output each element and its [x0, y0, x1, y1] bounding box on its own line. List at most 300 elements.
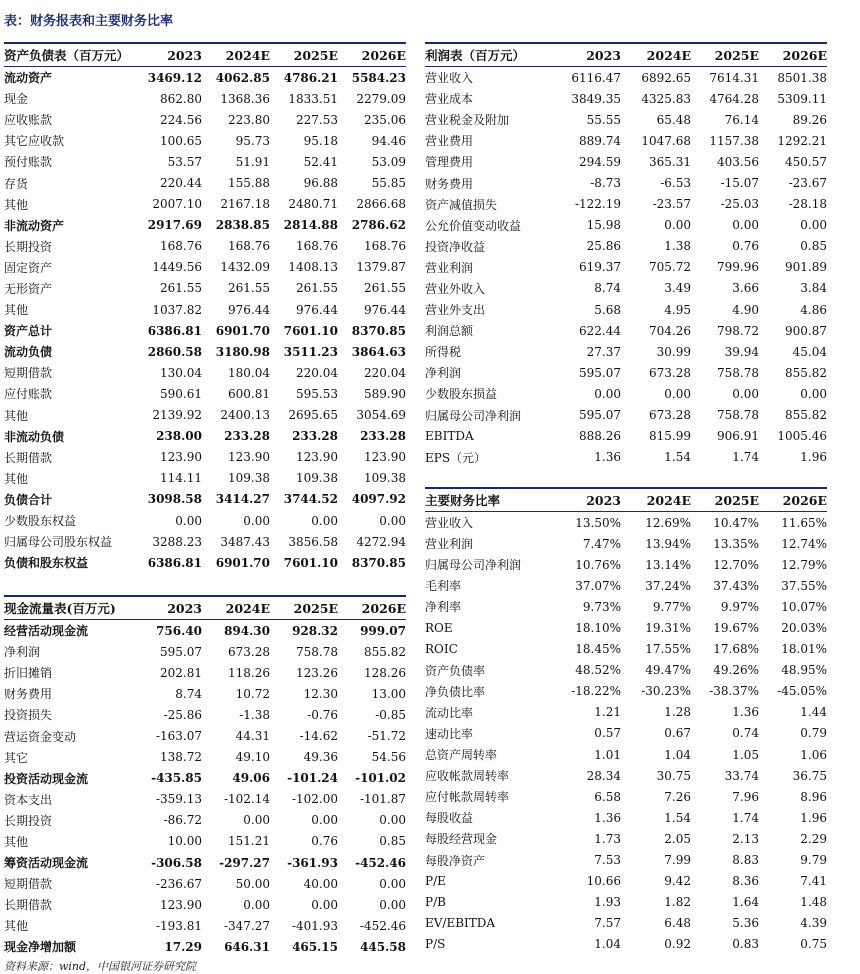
row-label: 营业收入 [425, 516, 474, 531]
table-row [425, 554, 827, 575]
table-row [4, 468, 406, 489]
cell-value: -452.46 [355, 855, 406, 870]
row-label: 净负债比率 [425, 684, 486, 699]
cell-value: 49.10 [235, 750, 270, 765]
cell-value: 1.64 [732, 895, 759, 910]
table-row [4, 894, 406, 915]
cell-value: 238.00 [156, 429, 202, 444]
table-row [4, 620, 406, 641]
table-row [4, 109, 406, 130]
cell-value: 45.04 [792, 344, 827, 359]
table-row [425, 194, 827, 215]
row-label: 归属母公司净利润 [425, 408, 522, 423]
cell-value: -25.86 [163, 707, 202, 722]
cell-value: -163.07 [155, 729, 202, 744]
row-label: 归属母公司净利润 [425, 558, 522, 573]
cell-value: -30.23% [641, 684, 691, 699]
cell-value: 12.69% [645, 515, 691, 530]
cell-value: -6.53 [660, 176, 691, 191]
cell-value: 595.53 [296, 386, 338, 401]
row-label: 其他 [4, 471, 29, 486]
row-label: 应付账款 [4, 387, 53, 402]
row-label: EPS（元） [425, 450, 487, 465]
cell-value: 3849.35 [571, 91, 621, 106]
cell-value: 39.94 [724, 344, 759, 359]
cell-value: 9.77% [652, 599, 691, 614]
column-header: 2023 [586, 47, 621, 63]
cell-value: 595.07 [579, 408, 621, 423]
cell-value: 220.04 [364, 365, 406, 380]
cell-value: 2007.10 [152, 197, 202, 212]
cell-value: 8.74 [594, 281, 621, 296]
cell-value: 2480.71 [288, 197, 338, 212]
cell-value: 6.58 [594, 789, 621, 804]
cell-value: 1005.46 [777, 429, 827, 444]
row-label: 营业费用 [425, 134, 474, 149]
cell-value: 901.89 [785, 260, 827, 275]
cell-value: -122.19 [574, 197, 621, 212]
row-label: 筹资活动现金流 [4, 856, 89, 871]
cell-value: 30.99 [656, 344, 691, 359]
table-title: 现金流量表(百万元) [4, 601, 116, 616]
row-label: 短期借款 [4, 366, 53, 381]
cell-value: 9.42 [664, 874, 691, 889]
cell-value: 1.04 [594, 937, 621, 952]
cell-value: 4097.92 [351, 492, 406, 507]
table-row [4, 768, 406, 789]
cell-value: 0.00 [175, 513, 202, 528]
row-label: 资产减值损失 [425, 197, 498, 212]
row-label: 其他 [4, 303, 29, 318]
column-header: 2026E [361, 47, 406, 63]
cell-value: 1292.21 [777, 133, 827, 148]
cell-value: 8.36 [732, 874, 759, 889]
row-label: ROE [425, 621, 453, 636]
cell-value: 6901.70 [215, 555, 270, 570]
row-label: 每股收益 [425, 811, 474, 826]
cell-value: 12.70% [713, 557, 759, 572]
row-label: 应收帐款周转率 [425, 769, 510, 784]
row-label: 长期投资 [4, 813, 53, 828]
cell-value: 6901.70 [215, 323, 270, 338]
cell-value: 3487.43 [220, 534, 270, 549]
cell-value: 10.66 [586, 874, 621, 889]
row-label: 投资净收益 [425, 239, 486, 254]
cell-value: 2860.58 [147, 344, 202, 359]
cell-value: 123.90 [160, 450, 202, 465]
cell-value: 33.74 [724, 768, 759, 783]
cell-value: 13.00 [371, 686, 406, 701]
cell-value: 7.99 [664, 853, 691, 868]
table-row [425, 575, 827, 596]
table-row [4, 641, 406, 662]
row-label: 其他 [4, 919, 29, 934]
column-header: 2025E [714, 492, 759, 508]
table-row [425, 723, 827, 744]
cell-value: -359.13 [155, 792, 202, 807]
cell-value: 3.84 [800, 281, 827, 296]
table-row [425, 426, 827, 447]
cell-value: 1.01 [594, 747, 621, 762]
cell-value: 7.41 [800, 874, 827, 889]
cell-value: 1.36 [732, 705, 759, 720]
table-row [425, 786, 827, 807]
table-row [4, 320, 406, 341]
cell-value: 4.39 [800, 916, 827, 931]
cell-value: 55.55 [586, 112, 621, 127]
cell-value: -347.27 [223, 918, 270, 933]
cell-value: 10.00 [167, 834, 202, 849]
row-label: 净利润 [4, 645, 41, 660]
table-row [425, 660, 827, 681]
cell-value: 138.72 [160, 750, 202, 765]
cell-value: 8370.85 [351, 555, 406, 570]
cell-value: 2.05 [664, 831, 691, 846]
cell-value: 4.95 [664, 302, 691, 317]
column-header: 2025E [714, 47, 759, 63]
cell-value: -8.73 [590, 176, 621, 191]
cell-value: 20.03% [781, 621, 827, 636]
cell-value: 2917.69 [147, 218, 202, 233]
cell-value: 0.00 [379, 897, 406, 912]
cell-value: 155.88 [228, 176, 270, 191]
table-row [4, 510, 406, 531]
cell-value: 180.04 [228, 365, 270, 380]
cell-value: 1.38 [664, 239, 691, 254]
cell-value: 49.06 [232, 771, 270, 786]
cell-value: 2400.13 [220, 408, 270, 423]
table-row [425, 88, 827, 109]
cell-value: 9.73% [582, 599, 621, 614]
cell-value: 13.14% [645, 557, 691, 572]
cell-value: 0.00 [243, 513, 270, 528]
table-row [4, 789, 406, 810]
row-label: 存货 [4, 176, 29, 191]
cell-value: 49.26% [713, 663, 759, 678]
row-label: 其它 [4, 750, 29, 765]
cell-value: 1.05 [732, 747, 759, 762]
row-label: 每股经营现金 [425, 832, 498, 847]
row-label: 流动负债 [4, 345, 53, 360]
cell-value: 223.80 [228, 112, 270, 127]
cell-value: 758.78 [296, 644, 338, 659]
cell-value: -101.87 [359, 792, 406, 807]
table-row [425, 67, 827, 88]
cell-value: 224.56 [160, 112, 202, 127]
table-row [425, 130, 827, 151]
table-row [425, 383, 827, 404]
table-row [4, 151, 406, 172]
cell-value: 1.04 [664, 747, 691, 762]
cell-value: 49.47% [645, 663, 691, 678]
column-header: 2024E [225, 600, 270, 616]
cell-value: 673.28 [228, 644, 270, 659]
table-row [425, 807, 827, 828]
table-header [425, 487, 827, 512]
cell-value: 17.68% [713, 642, 759, 657]
cell-value: 1157.38 [709, 133, 759, 148]
table-row [4, 299, 406, 320]
cell-value: 10.76% [575, 557, 621, 572]
row-label: 营运资金变动 [4, 729, 77, 744]
cell-value: 123.90 [228, 450, 270, 465]
cell-value: 18.01% [781, 642, 827, 657]
cell-value: 1.28 [664, 705, 691, 720]
cell-value: 976.44 [296, 302, 338, 317]
cell-value: 1432.09 [220, 260, 270, 275]
cell-value: 0.00 [800, 386, 827, 401]
cell-value: 261.55 [160, 281, 202, 296]
cell-value: 100.65 [160, 133, 202, 148]
cell-value: 2866.68 [356, 197, 406, 212]
table-row [4, 915, 406, 936]
row-label: 经营活动现金流 [4, 624, 89, 639]
cell-value: 19.67% [713, 621, 759, 636]
cell-value: 50.00 [235, 876, 270, 891]
cell-value: 3288.23 [152, 534, 202, 549]
cell-value: 619.37 [579, 260, 621, 275]
cell-value: -15.07 [720, 176, 759, 191]
cell-value: 233.28 [224, 429, 270, 444]
cell-value: -51.72 [367, 729, 406, 744]
cell-value: 4272.94 [356, 534, 406, 549]
table-row [425, 236, 827, 257]
table-row [4, 341, 406, 362]
cell-value: 2167.18 [220, 197, 270, 212]
cell-value: 465.15 [292, 939, 338, 954]
row-label: 所得税 [425, 345, 462, 360]
table-row [4, 852, 406, 873]
cell-value: 11.65% [781, 515, 827, 530]
column-header: 2026E [782, 492, 827, 508]
row-label: ROIC [425, 642, 458, 657]
cell-value: 590.61 [160, 386, 202, 401]
cell-value: 0.00 [732, 386, 759, 401]
row-label: 总资产周转率 [425, 748, 498, 763]
cell-value: 0.85 [800, 239, 827, 254]
table-row [4, 873, 406, 894]
cell-value: 12.30 [303, 686, 338, 701]
cell-value: 25.86 [586, 239, 621, 254]
cell-value: -0.76 [307, 707, 338, 722]
row-label: 无形资产 [4, 281, 53, 296]
table-row [4, 362, 406, 383]
cell-value: 705.72 [649, 260, 691, 275]
cell-value: 2814.88 [283, 218, 338, 233]
cell-value: 1.54 [664, 810, 691, 825]
cell-value: 0.00 [800, 218, 827, 233]
row-label: 非流动负债 [4, 429, 65, 444]
cell-value: 8.74 [175, 686, 202, 701]
cell-value: 10.07% [781, 599, 827, 614]
row-label: 预付账款 [4, 155, 53, 170]
cell-value: 19.31% [645, 621, 691, 636]
cell-value: 0.76 [311, 834, 338, 849]
cell-value: 403.56 [717, 154, 759, 169]
table-row [425, 596, 827, 617]
cell-value: 855.82 [364, 644, 406, 659]
table-row [425, 362, 827, 383]
row-label: 净利率 [425, 600, 462, 615]
table-row [425, 299, 827, 320]
table-row [4, 447, 406, 468]
row-label: 净利润 [425, 366, 462, 381]
table-header [4, 595, 406, 620]
row-label: 营业税金及附加 [425, 113, 510, 128]
cell-value: -0.85 [375, 707, 406, 722]
cell-value: -401.93 [291, 918, 338, 933]
row-label: 营业外支出 [425, 303, 486, 318]
table-row [4, 831, 406, 852]
cell-value: 0.00 [664, 386, 691, 401]
row-label: 营业收入 [425, 71, 474, 86]
row-label: 其他 [4, 834, 29, 849]
table-title: 资产负债表（百万元） [4, 48, 130, 63]
cell-value: 1368.36 [220, 91, 270, 106]
cell-value: 202.81 [160, 665, 202, 680]
cell-value: 6386.81 [147, 555, 202, 570]
row-label: 营业外收入 [425, 281, 486, 296]
cell-value: 3856.58 [288, 534, 338, 549]
cell-value: 17.55% [645, 642, 691, 657]
cell-value: 96.88 [303, 176, 338, 191]
row-label: 资本支出 [4, 792, 53, 807]
cell-value: 1408.13 [288, 260, 338, 275]
table-row [425, 512, 827, 533]
table-row [425, 215, 827, 236]
cell-value: 0.00 [664, 218, 691, 233]
cell-value: 622.44 [579, 323, 621, 338]
cell-value: 7.47% [582, 536, 621, 551]
row-label: 归属母公司股东权益 [4, 535, 113, 550]
table-row [4, 426, 406, 447]
cell-value: 976.44 [364, 302, 406, 317]
cell-value: -25.03 [720, 197, 759, 212]
row-label: 每股净资产 [425, 853, 486, 868]
cell-value: 6892.65 [641, 70, 691, 85]
cell-value: -23.67 [788, 176, 827, 191]
cell-value: 0.76 [732, 239, 759, 254]
table-header [425, 42, 827, 67]
table-row [4, 683, 406, 704]
row-label: 财务费用 [425, 176, 474, 191]
cell-value: -14.62 [299, 729, 338, 744]
cell-value: 44.31 [235, 729, 270, 744]
table-row [425, 109, 827, 130]
cell-value: -236.67 [155, 876, 202, 891]
balance-sheet-table [4, 42, 406, 573]
cell-value: 118.26 [228, 665, 270, 680]
cell-value: 8.96 [800, 789, 827, 804]
cell-value: 445.58 [360, 939, 406, 954]
cell-value: 89.26 [792, 112, 827, 127]
cell-value: 95.73 [235, 133, 270, 148]
cell-value: 168.76 [160, 239, 202, 254]
table-row [425, 278, 827, 299]
row-label: 长期投资 [4, 239, 53, 254]
row-label: 利润总额 [425, 324, 474, 339]
cell-value: 673.28 [649, 365, 691, 380]
table-row [425, 913, 827, 934]
cell-value: 9.79 [800, 853, 827, 868]
cell-value: 4.90 [732, 302, 759, 317]
table-row [425, 828, 827, 849]
row-label: P/E [425, 874, 446, 889]
cell-value: 4764.28 [709, 91, 759, 106]
row-label: 短期借款 [4, 877, 53, 892]
cell-value: 109.38 [296, 471, 338, 486]
cell-value: 0.74 [732, 726, 759, 741]
cell-value: 758.78 [717, 365, 759, 380]
cell-value: 1449.56 [152, 260, 202, 275]
column-header: 2026E [361, 600, 406, 616]
cell-value: 233.28 [360, 429, 406, 444]
cell-value: 5.36 [732, 916, 759, 931]
cell-value: 906.91 [717, 429, 759, 444]
cell-value: -102.00 [291, 792, 338, 807]
cell-value: 1.74 [732, 450, 759, 465]
cell-value: 8501.38 [777, 70, 827, 85]
cell-value: 168.76 [364, 239, 406, 254]
cell-value: 595.07 [160, 644, 202, 659]
row-label: 现金 [4, 92, 29, 107]
cell-value: 862.80 [160, 91, 202, 106]
cell-value: 13.50% [575, 515, 621, 530]
table-row [4, 383, 406, 404]
table-row [4, 489, 406, 510]
cell-value: 48.52% [575, 663, 621, 678]
column-header: 2025E [293, 47, 338, 63]
table-row [4, 67, 406, 88]
table-row [4, 236, 406, 257]
table-row [425, 681, 827, 702]
cell-value: 0.00 [732, 218, 759, 233]
column-header: 2023 [167, 600, 202, 616]
table-row [425, 892, 827, 913]
row-label: 长期借款 [4, 450, 53, 465]
table-row [425, 934, 827, 955]
row-label: 负债合计 [4, 492, 53, 507]
cell-value: 27.37 [586, 344, 621, 359]
cell-value: 1.82 [664, 895, 691, 910]
cell-value: -297.27 [219, 855, 270, 870]
cell-value: 30.75 [656, 768, 691, 783]
cell-value: 53.09 [371, 154, 406, 169]
row-label: 负债和股东权益 [4, 556, 89, 571]
cell-value: 1379.87 [356, 260, 406, 275]
cell-value: 756.40 [156, 623, 202, 638]
cell-value: 0.00 [594, 386, 621, 401]
cell-value: -101.02 [355, 771, 406, 786]
cell-value: 3744.52 [283, 492, 338, 507]
table-row [4, 130, 406, 151]
cell-value: 3180.98 [215, 344, 270, 359]
table-row [4, 257, 406, 278]
cell-value: 40.00 [303, 876, 338, 891]
cell-value: 76.14 [724, 112, 759, 127]
table-row [4, 662, 406, 683]
cell-value: 7.96 [732, 789, 759, 804]
cell-value: 28.34 [586, 768, 621, 783]
cell-value: 1.96 [800, 810, 827, 825]
table-row [4, 531, 406, 552]
row-label: 公允价值变动收益 [425, 218, 522, 233]
table-row [4, 704, 406, 725]
cell-value: 168.76 [296, 239, 338, 254]
cell-value: 889.74 [579, 133, 621, 148]
cell-value: 600.81 [228, 386, 270, 401]
cell-value: 4325.83 [641, 91, 691, 106]
